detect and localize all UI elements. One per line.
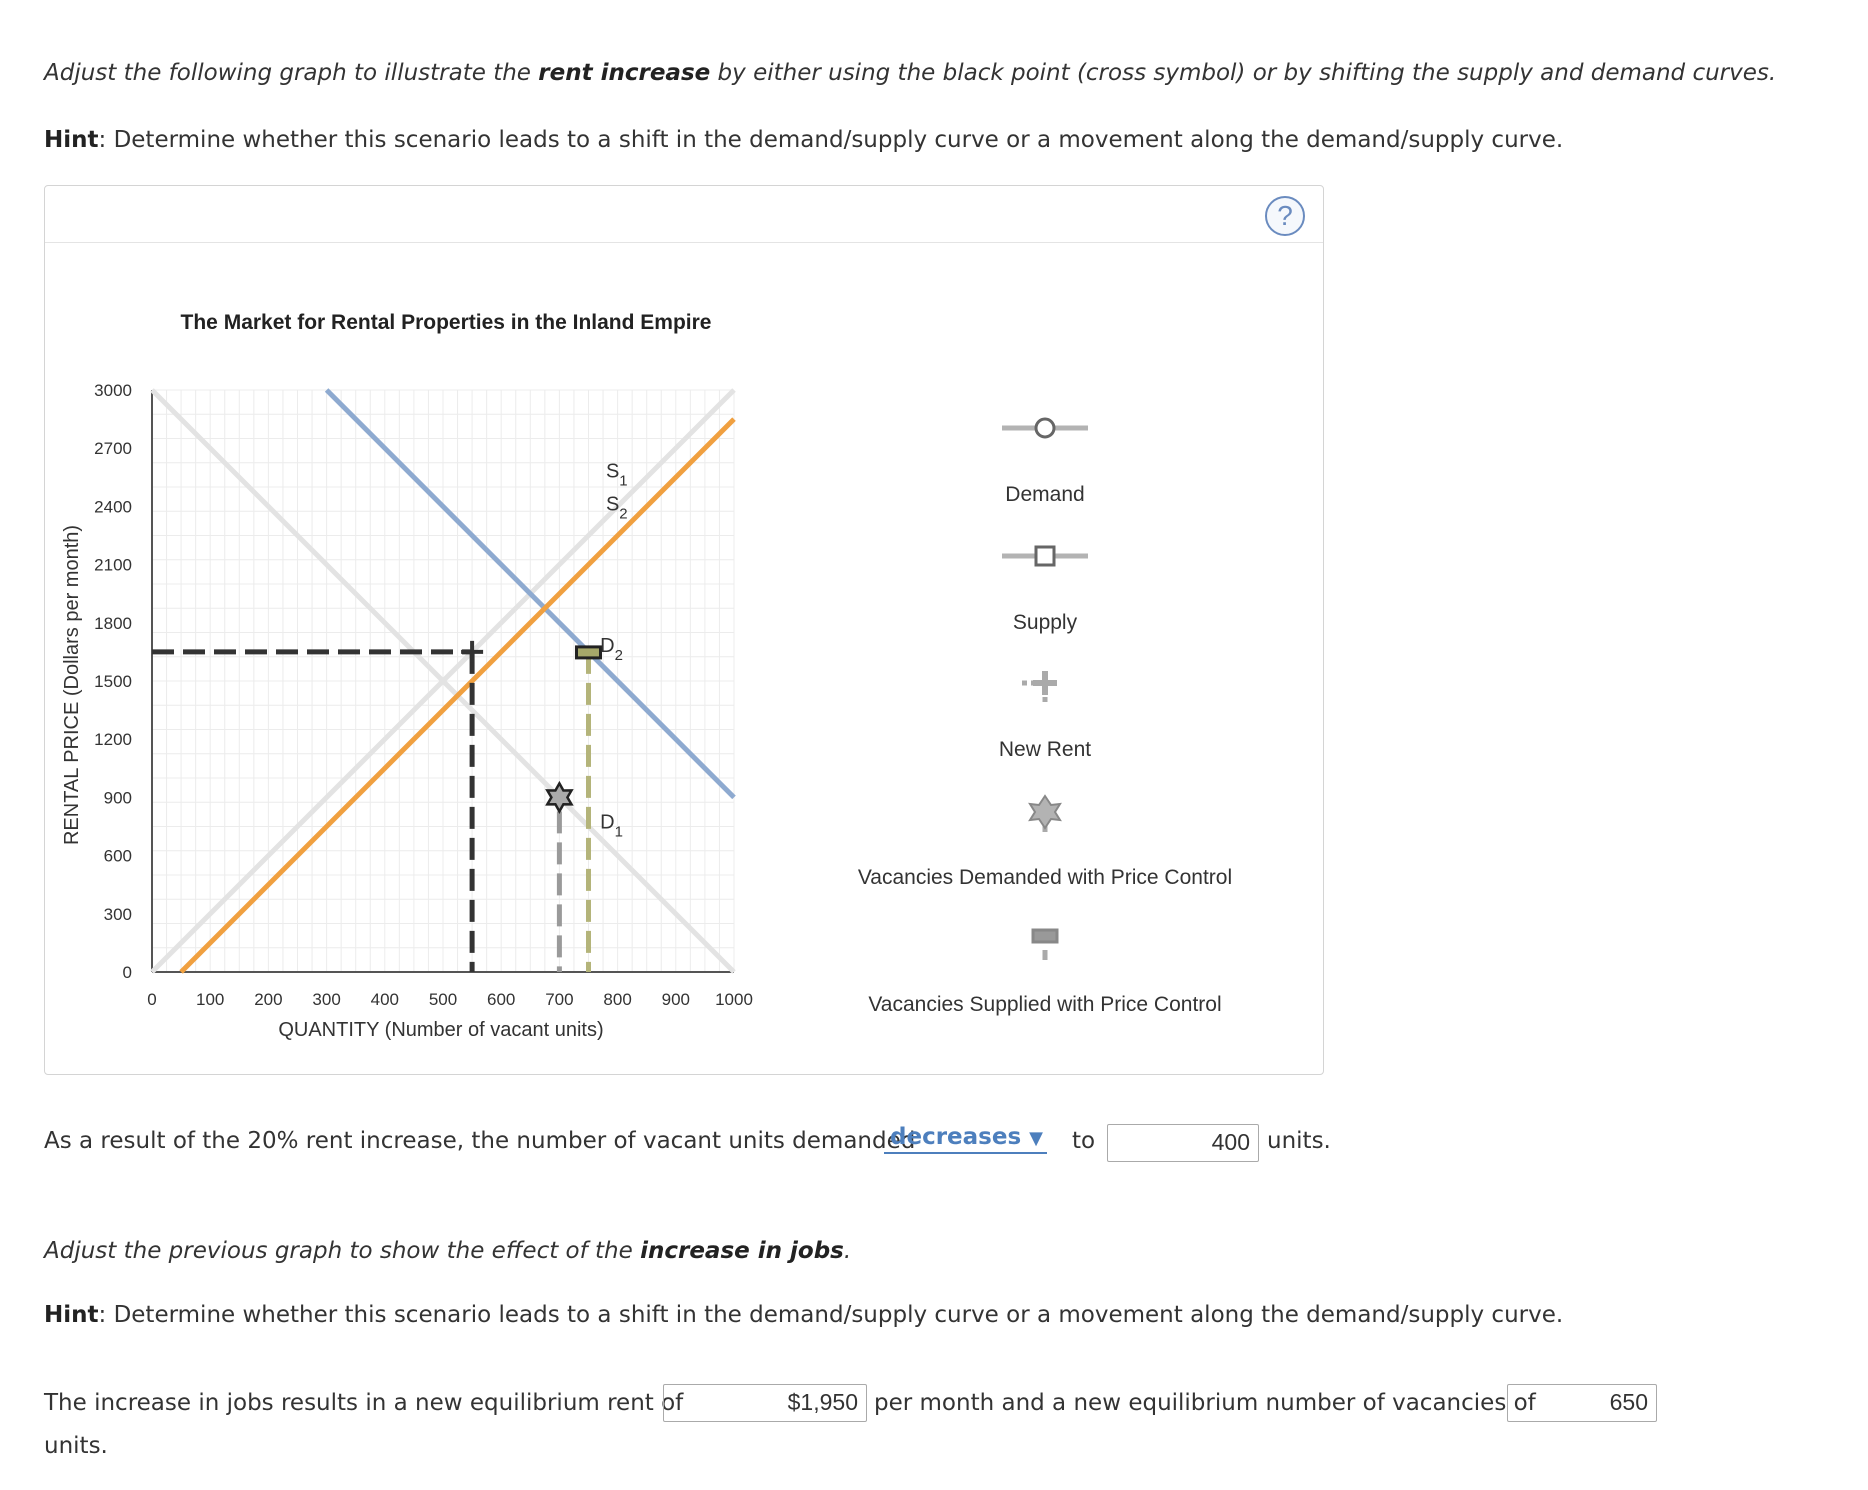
legend-vacancies-demanded-tool[interactable] [1030,796,1060,832]
y-tick-label: 1800 [94,613,132,633]
legend-supply-tool[interactable] [1002,547,1088,565]
y-tick-label: 300 [103,904,132,924]
question-1-to: to [1072,1128,1096,1154]
curve-label-d1: $D_1$ [600,811,623,841]
x-axis-ticks [147,990,753,1009]
equilibrium-vacancies-input[interactable]: 650 [1507,1384,1657,1422]
chevron-down-icon: ▼ [1029,1128,1043,1149]
legend-vacancies-demanded-label: Vacancies Demanded with Price Control [857,866,1233,889]
demand-change-dropdown[interactable] [884,1124,1047,1154]
equilibrium-rent-input[interactable]: $1,950 [663,1384,867,1422]
y-tick-label: 1500 [94,672,132,691]
y-tick-label: 0 [122,963,132,982]
instruction-2-text: Adjust the previous graph to show the effect of the [44,1238,641,1264]
y-tick-label: 900 [103,788,132,808]
x-axis-label: QUANTITY (Number of vacant units) [278,1019,604,1041]
legend-supply-label: Supply [1012,611,1078,634]
question-2-units: units. [44,1433,108,1459]
y-tick-label: 2700 [94,439,132,459]
question-1-text: As a result of the 20% rent increase, the number of vacant units demanded [44,1128,916,1154]
instruction-2-text-end: . [843,1238,852,1264]
instruction-1-bold: rent increase [538,60,711,86]
y-tick-label: 2100 [94,555,132,575]
chart-markers[interactable] [152,641,601,972]
help-icon[interactable]: ? [1265,196,1305,236]
y-tick-label: 600 [103,846,132,866]
x-tick-label: 100 [196,990,225,1009]
instruction-2 [44,1238,851,1264]
curve-label-d2: $D_2$ [600,634,623,664]
x-tick-label: 400 [370,990,399,1009]
curve-label-s2: $S_2$ [605,493,628,523]
y-axis-ticks [94,381,132,982]
x-tick-label: 600 [487,990,516,1009]
instruction-2-bold: increase in jobs [640,1238,844,1264]
x-tick-label: 1000 [715,990,753,1009]
legend-demand-label: Demand [1005,483,1085,506]
instruction-1-text: Adjust the following graph to illustrate the [44,60,539,86]
instruction-1-text-end: by either using the black point (cross symbol) or by shifting the supply and demand curves. [710,60,1777,86]
x-tick-label: 500 [428,990,458,1009]
curve-label-s1: $S_1$ [605,460,628,490]
legend-vacancies-supplied-tool[interactable] [1033,930,1057,960]
x-tick-label: 800 [603,990,632,1009]
hint-2 [44,1302,1563,1328]
legend-new-rent-label: New Rent [998,738,1092,761]
hint-1-label: Hint [44,127,99,153]
y-tick-label: 3000 [94,381,132,400]
legend [858,419,1232,1016]
legend-new-rent-tool[interactable] [1022,671,1057,706]
y-tick-label: 2400 [94,497,132,517]
vacant-units-input[interactable]: 400 [1107,1124,1259,1162]
chart-title: The Market for Rental Properties in the Inland Empire [180,311,712,334]
legend-demand-tool[interactable] [1002,419,1088,437]
question-2-text: The increase in jobs results in a new equilibrium rent of [44,1390,684,1416]
vacancies-supplied-point[interactable] [577,647,601,658]
hint-1-text: : Determine whether this scenario leads to a shift in the demand/supply curve or a movement along the demand/supply curve. [98,127,1564,153]
legend-vacancies-supplied-label: Vacancies Supplied with Price Control [868,993,1222,1016]
x-tick-label: 700 [545,990,574,1009]
x-tick-label: 300 [312,990,341,1009]
y-tick-label: 1200 [94,730,132,750]
hint-2-label: Hint [44,1302,99,1328]
x-tick-label: 200 [254,990,283,1009]
y-axis-label: RENTAL PRICE (Dollars per month) [61,524,83,846]
x-tick-label: 0 [147,990,157,1009]
dropdown-value: decreases [890,1124,1022,1150]
hint-2-text: : Determine whether this scenario leads to a shift in the demand/supply curve or a movement along the demand/supply curve. [98,1302,1564,1328]
question-1-units: units. [1267,1128,1331,1154]
question-2-mid: per month and a new equilibrium number of vacancies of [874,1390,1536,1416]
x-tick-label: 900 [661,990,690,1009]
